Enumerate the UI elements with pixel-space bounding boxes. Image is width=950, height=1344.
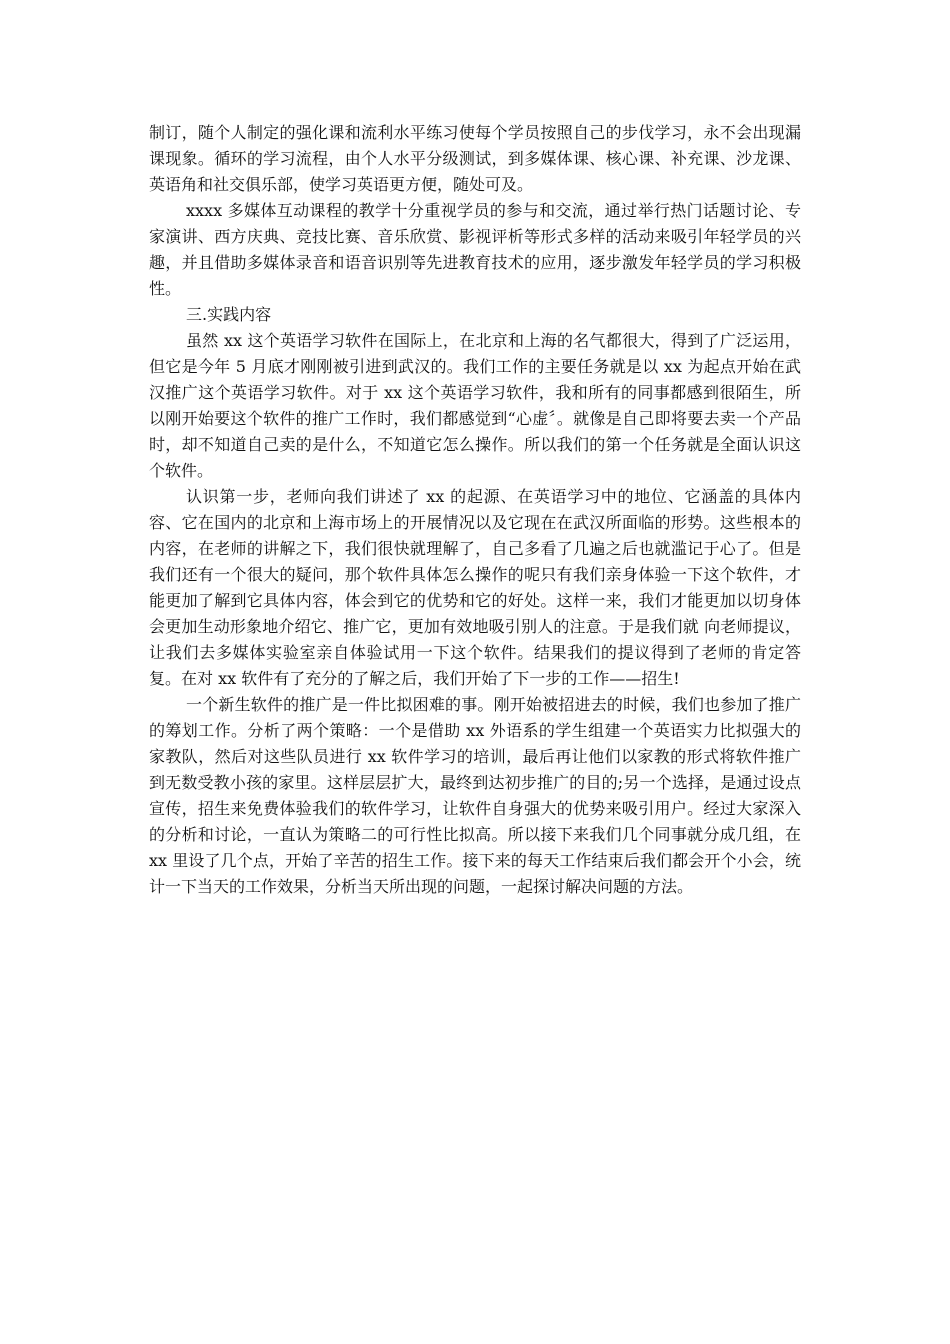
document-body <box>149 120 801 900</box>
paragraph-intro-software: 虽然 xx 这个英语学习软件在国际上，在北京和上海的名气都很大，得到了广泛运用，但它是今年 5 月底才刚刚被引进到武汉的。我们工作的主要任务就是以 xx 为起点开始在武汉推广这个英语学习软件。对于 xx 这个英语学习软件，我和所有的同事都感到很陌生，所以刚开始要这个软件的推广工作时，我们都感觉到“心虚〞。就像是自己即将要去卖一个产品时，却不知道自己卖的是什么，不知道它怎么操作。所以我们的第一个任务就是全面认识这个软件。 <box>149 331 801 480</box>
paragraph-promotion-strategy: 一个新生软件的推广是一件比拟困难的事。刚开始被招进去的时候，我们也参加了推广的筹划工作。分析了两个策略：一个是借助 xx 外语系的学生组建一个英语实力比拟强大的家教队，然后对这些队员进行 xx 软件学习的培训，最后再让他们以家教的形式将软件推广到无数受教小孩的家里。这样层层扩大，最终到达初步推广的目的;另一个选择，是通过设点宣传，招生来免费体验我们的软件学习，让软件自身强大的优势来吸引用户。经过大家深入的分析和讨论，一直认为策略二的可行性比拟高。所以接下来我们几个同事就分成几组，在 xx 里设了几个点，开始了辛苦的招生工作。接下来的每天工作结束后我们都会开个小会，统计一下当天的工作效果，分析当天所出现的问题，一起探讨解决问题的方法。 <box>149 695 801 896</box>
paragraph-first-step: 认识第一步，老师向我们讲述了 xx 的起源、在英语学习中的地位、它涵盖的具体内容、它在国内的北京和上海市场上的开展情况以及它现在在武汉所面临的形势。这些根本的内容，在老师的讲解之下，我们很快就理解了，自己多看了几遍之后也就滥记于心了。但是我们还有一个很大的疑问，那个软件具体怎么操作的呢只有我们亲身体验一下这个软件，才能更加了解到它具体内容，体会到它的优势和它的好处。这样一来，我们才能更加以切身体会更加生动形象地介绍它、推广它，更加有效地吸引别人的注意。于是我们就 向老师提议，让我们去多媒体实验室亲自体验试用一下这个软件。结果我们的提议得到了老师的肯定答复。在对 xx 软件有了充分的了解之后，我们开始了下一步的工作——招生! <box>149 487 801 688</box>
paragraph-continuation: 制订，随个人制定的强化课和流利水平练习使每个学员按照自己的步伐学习，永不会出现漏课现象。循环的学习流程，由个人水平分级测试，到多媒体课、核心课、补充课、沙龙课、英语角和社交俱乐部，使学习英语更方便，随处可及。 <box>149 123 801 194</box>
paragraph-multimedia-course: xxxx 多媒体互动课程的教学十分重视学员的参与和交流，通过举行热门话题讨论、专家演讲、西方庆典、竞技比赛、音乐欣赏、影视评析等形式多样的活动来吸引年轻学员的兴趣，并且借助多媒体录音和语音识别等先进教育技术的应用，逐步激发年轻学员的学习积极性。 <box>149 201 801 298</box>
section-heading-practice: 三.实践内容 <box>186 305 272 324</box>
